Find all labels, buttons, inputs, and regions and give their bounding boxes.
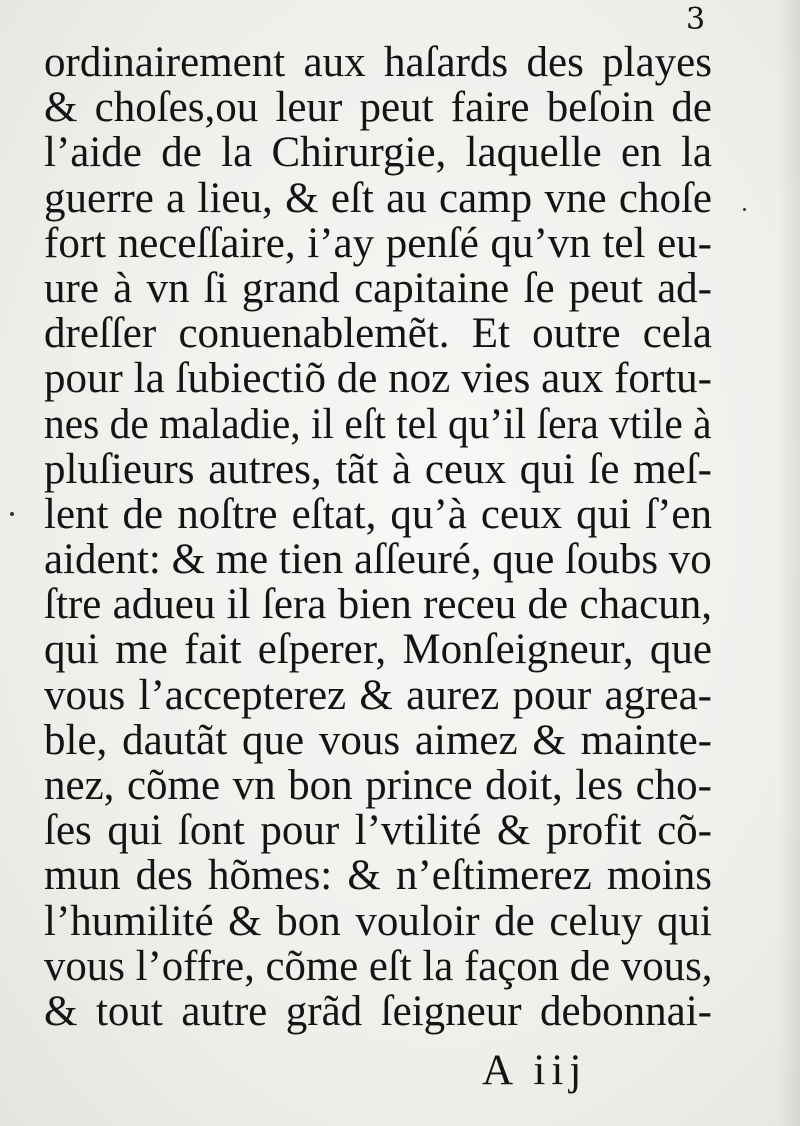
text-line-2: & choſes,ou leur peut faire beſoin de	[44, 84, 712, 132]
text-line-13: ſtre adueu il ſera bien receu de chacun,	[44, 581, 712, 629]
text-line-14: qui me fait eſperer, Monſeigneur, que	[44, 626, 712, 674]
text-line-20: l’humilité & bon vouloir de celuy qui	[44, 897, 712, 945]
ink-speck	[10, 512, 14, 516]
ink-speck	[743, 208, 746, 211]
text-line-7: dreſſer conuenablemẽt. Et outre cela	[44, 310, 712, 358]
text-line-12: aident: & me tien aſſeuré, que ſoubs vo	[44, 536, 712, 584]
text-line-19: mun des hõmes: & n’eſtimerez moins	[44, 852, 712, 900]
text-line-11: lent de noſtre eſtat, qu’à ceux qui ſ’en	[44, 490, 712, 538]
text-line-16: ble, dautãt que vous aimez & mainte-	[44, 716, 712, 764]
text-line-1: ordinairement aux haſards des playes	[44, 39, 712, 86]
text-line-9: nes de maladie, il eſt tel qu’il ſera vtile à	[44, 400, 712, 448]
text-line-22: & tout autre grãd ſeigneur debonnai-	[44, 987, 712, 1035]
text-line-17: nez, cõme vn bon prince doit, les cho-	[44, 762, 712, 809]
text-line-15: vous l’accepterez & aurez pour agrea-	[44, 671, 712, 719]
signature-mark: A iij	[482, 1047, 588, 1094]
page-edge-shadow	[778, 0, 800, 1126]
text-line-10: pluſieurs autres, tãt à ceux qui ſe meſ-	[44, 445, 712, 493]
text-line-6: ure à vn ſi grand capitaine ſe peut ad-	[44, 264, 712, 312]
text-line-8: pour la ſubiectiõ de noz vies aux fortu-	[44, 355, 712, 403]
text-line-3: l’aide de la Chirurgie, laquelle en la	[44, 129, 712, 177]
page-number: 3	[686, 2, 706, 37]
text-line-4: guerre a lieu, & eſt au camp vne choſe	[44, 174, 712, 222]
text-line-21: vous l’offre, cõme eſt la façon de vous,	[44, 942, 713, 990]
text-line-18: ſes qui ſont pour l’vtilité & profit cõ-	[44, 807, 712, 855]
body-text	[44, 40, 712, 1034]
text-line-5: fort neceſſaire, i’ay penſé qu’vn tel eu-	[44, 219, 712, 267]
